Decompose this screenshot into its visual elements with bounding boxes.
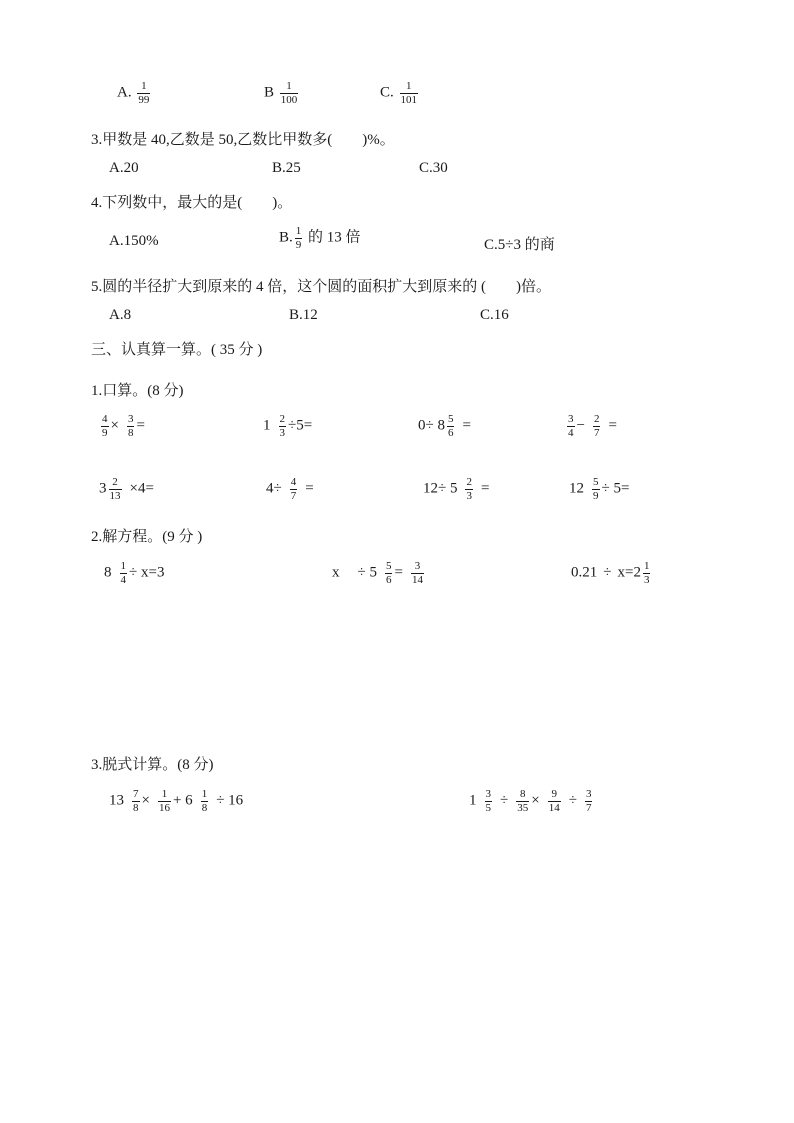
oral-expr-6: 4÷ $\frac{4}{7}$ = bbox=[266, 476, 314, 502]
q4-option-b: B. $\frac{1}{9}$ 的 13 倍 bbox=[279, 225, 361, 251]
fraction: $\frac{1}{99}$ bbox=[138, 80, 150, 106]
section-title: 三、认真算一算。( 35 分 ) bbox=[91, 342, 263, 358]
step-calc-1: 13 $\frac{7}{8}$ × $\frac{1}{16}$ + 6 $\frac{1}{8}$ ÷ 16 bbox=[109, 788, 244, 814]
oral-expr-7: 12÷ 5 $\frac{2}{3}$ = bbox=[423, 476, 490, 502]
equation-2: x ÷ 5 $\frac{5}{6}$ = $\frac{3}{14}$ bbox=[332, 560, 423, 586]
equation-3: 0.21 ÷ x=2 $\frac{1}{3}$ bbox=[571, 560, 650, 586]
fraction: $\frac{1}{100}$ bbox=[280, 80, 298, 106]
q4-option-c: C.5÷3 的商 bbox=[484, 237, 555, 253]
q4-stem: 4.下列数中，最大的是( )。 bbox=[91, 195, 293, 211]
q2-option-c: C. $\frac{1}{101}$ bbox=[380, 80, 418, 106]
q4-option-a: A.150% bbox=[109, 233, 159, 249]
oral-expr-1: $\frac{4}{9}$ × $\frac{3}{8}$ = bbox=[102, 413, 145, 439]
q2-option-a: A. $\frac{1}{99}$ bbox=[117, 80, 150, 106]
oral-expr-3: 0÷ 8 $\frac{5}{6}$ = bbox=[418, 413, 471, 439]
equation-1: 8 $\frac{1}{4}$ ÷ x=3 bbox=[104, 560, 165, 586]
equations-title: 2.解方程。(9 分 ) bbox=[91, 529, 203, 545]
oral-expr-4: $\frac{3}{4}$ − $\frac{2}{7}$ = bbox=[568, 413, 617, 439]
oral-expr-2: 1 $\frac{2}{3}$ ÷5= bbox=[263, 413, 313, 439]
q5-option-c: C.16 bbox=[480, 307, 509, 323]
q5-stem: 5.圆的半径扩大到原来的 4 倍，这个圆的面积扩大到原来的 ( )倍。 bbox=[91, 279, 551, 295]
q3-option-c: C.30 bbox=[419, 160, 448, 176]
q5-option-b: B.12 bbox=[289, 307, 318, 323]
oral-title: 1.口算。(8 分) bbox=[91, 383, 184, 399]
step-calc-2: 1 $\frac{3}{5}$ ÷ $\frac{8}{35}$ × $\frac{9}{14}$ ÷ $\frac{3}{7}$ bbox=[469, 788, 592, 814]
q3-option-a: A.20 bbox=[109, 160, 139, 176]
q3-option-b: B.25 bbox=[272, 160, 301, 176]
q5-option-a: A.8 bbox=[109, 307, 132, 323]
oral-expr-8: 12 $\frac{5}{9}$ ÷ 5= bbox=[569, 476, 630, 502]
q3-stem: 3.甲数是 40,乙数是 50,乙数比甲数多( )%。 bbox=[91, 132, 395, 148]
fraction: $\frac{1}{101}$ bbox=[400, 80, 418, 106]
q2-option-b: B $\frac{1}{100}$ bbox=[264, 80, 298, 106]
step-calc-title: 3.脱式计算。(8 分) bbox=[91, 757, 214, 773]
oral-expr-5: 3 $\frac{2}{13}$ ×4= bbox=[99, 476, 154, 502]
fraction: $\frac{1}{9}$ bbox=[295, 225, 302, 251]
